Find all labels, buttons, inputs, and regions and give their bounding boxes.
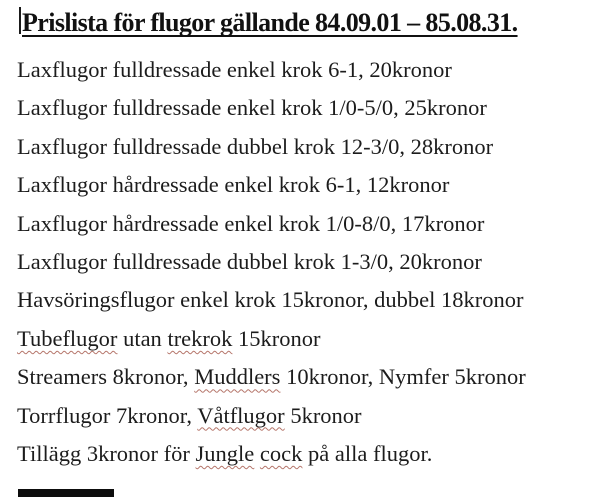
price-list <box>17 51 596 473</box>
misspelled-word: Jungle <box>195 441 255 467</box>
misspelled-word: cock <box>259 441 303 467</box>
text-segment: Laxflugor fulldressade dubbel krok 12-3/0, 28kronor <box>17 133 494 159</box>
price-line <box>17 89 596 127</box>
text-segment: Laxflugor hårdressade enkel krok 6-1, 12kronor <box>17 172 450 198</box>
price-line <box>17 358 596 396</box>
misspelled-word: Våtflugor <box>197 402 285 428</box>
text-segment: Laxflugor hårdressade enkel krok 1/0-8/0, 17kronor <box>17 210 485 236</box>
document-title: Prislista för flugor gällande 84.09.01 – 85.08.31. <box>22 8 518 37</box>
misspelled-word: Tubeflugor <box>17 325 118 351</box>
text-segment: 5kronor <box>284 402 362 428</box>
text-segment: Streamers 8kronor, <box>17 364 195 390</box>
price-line <box>17 320 596 358</box>
price-line <box>17 243 596 281</box>
text-segment: Laxflugor fulldressade dubbel krok 1-3/0, 20kronor <box>17 249 482 275</box>
text-segment: på alla flugor. <box>302 441 433 467</box>
taskbar-fragment <box>18 489 114 497</box>
text-segment: 15kronor <box>232 325 321 351</box>
title-row <box>22 7 596 38</box>
price-line <box>17 435 596 473</box>
price-line <box>17 281 596 319</box>
text-segment: Torrflugor 7kronor, <box>17 402 198 428</box>
text-segment: Tillägg 3kronor för <box>17 441 196 467</box>
text-segment: Laxflugor fulldressade enkel krok 1/0-5/0, 25kronor <box>17 95 487 121</box>
price-line <box>17 51 596 89</box>
price-line <box>17 128 596 166</box>
text-cursor <box>19 7 21 34</box>
text-segment: 10kronor, Nymfer 5kronor <box>280 364 526 390</box>
misspelled-word: trekrok <box>167 325 233 351</box>
text-segment: Laxflugor fulldressade enkel krok 6-1, 20kronor <box>17 57 452 82</box>
misspelled-word: Muddlers <box>194 364 281 390</box>
text-segment: Havsöringsflugor enkel krok 15kronor, dubbel 18kronor <box>17 287 524 313</box>
price-line <box>17 205 596 243</box>
price-line <box>17 397 596 435</box>
price-line <box>17 166 596 204</box>
text-segment: utan <box>117 325 168 351</box>
